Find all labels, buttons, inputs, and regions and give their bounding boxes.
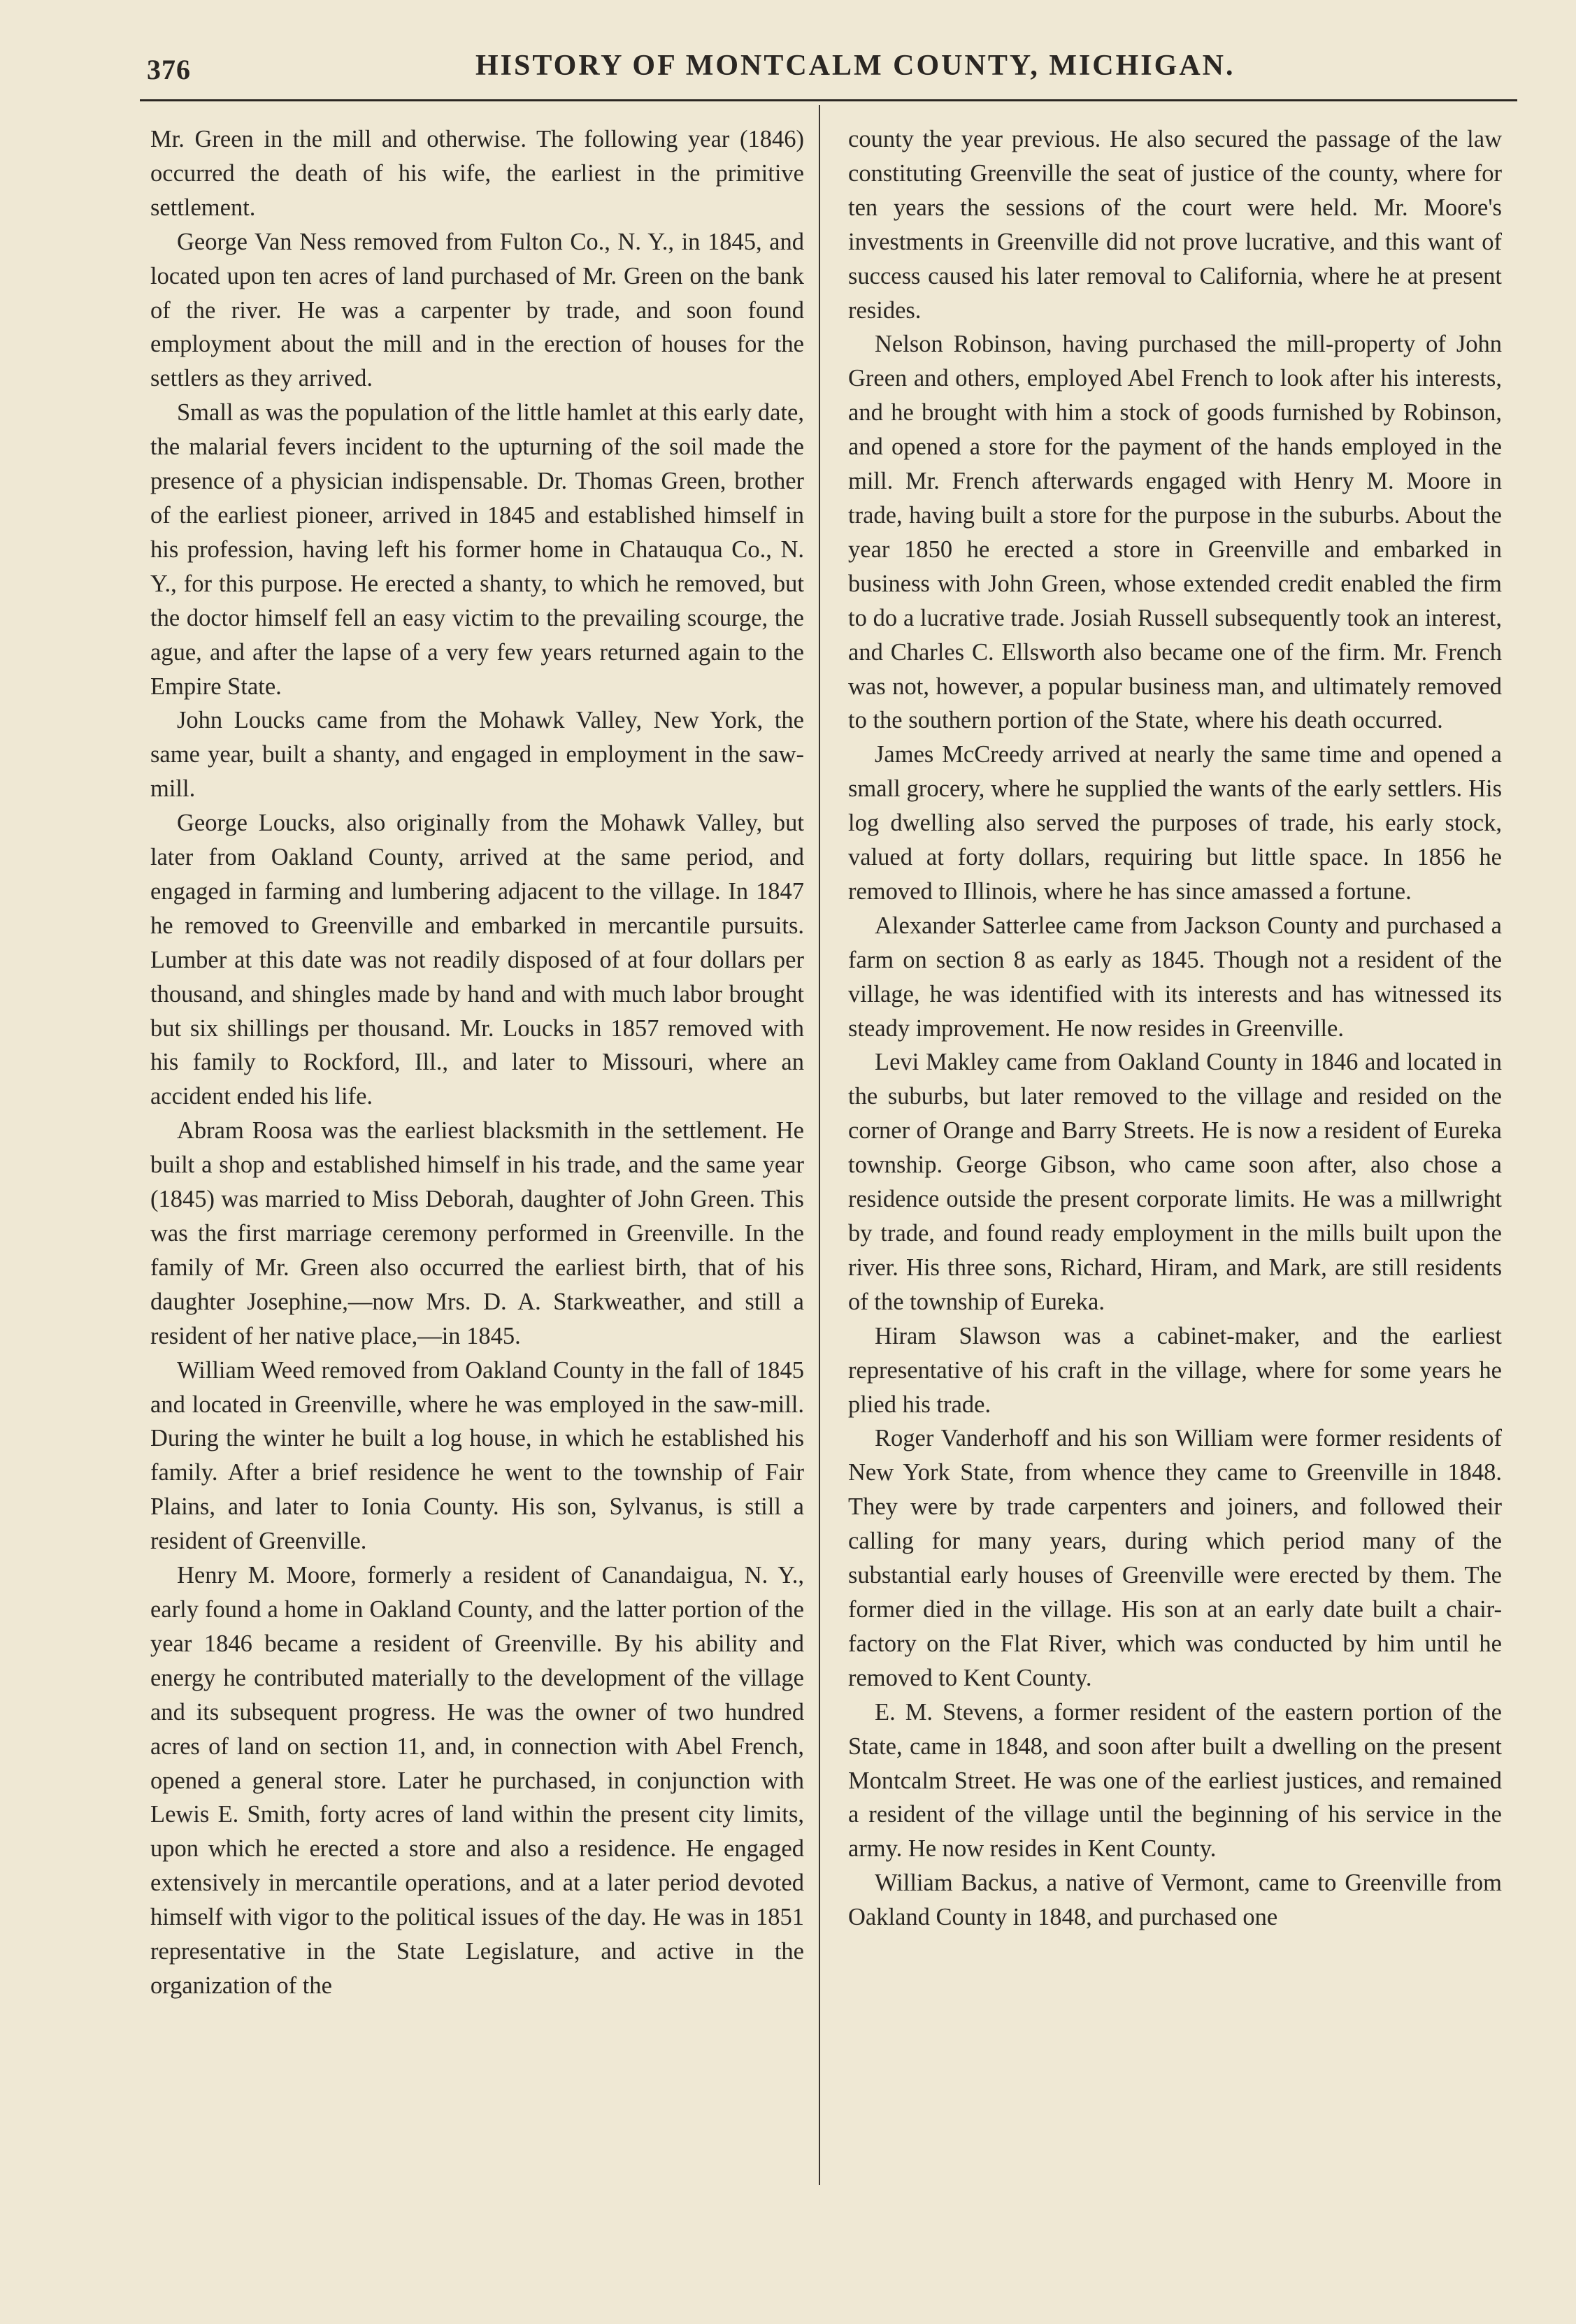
paragraph: John Loucks came from the Mohawk Valley, New York, the same year, built a shanty, and engaged in employment in the saw-mill. [150, 707, 804, 803]
header-rule [140, 99, 1517, 101]
paragraph: James McCreedy arrived at nearly the same time and opened a small grocery, where he supplied the wants of the early settlers. His log dwelling also served the purposes of trade, his early stock, valued at forty dollars, requiring but little space. In 1856 he removed to Illinois, where he has since amassed a fortune. [848, 741, 1502, 905]
running-title: HISTORY OF MONTCALM COUNTY, MICHIGAN. [475, 50, 1235, 82]
paragraph: George Loucks, also originally from the Mohawk Valley, but later from Oakland County, arrived at the same period, and engaged in farming and lumbering adjacent to the village. In 1847 he removed to Greenville and embarked in mercantile pursuits. Lumber at this date was not readily disposed of at four dollars per thousand, and shingles made by hand and with much labor brought but six shillings per thousand. Mr. Loucks in 1857 removed with his family to Rockford, Ill., and later to Missouri, where an accident ended his life. [150, 810, 804, 1110]
paragraph: Abram Roosa was the earliest blacksmith in the settlement. He built a shop and established himself in his trade, and the same year (1845) was married to Miss Deborah, daughter of John Green. This was the first marriage ceremony performed in Greenville. In the family of Mr. Green also occurred the earliest birth, that of his daughter Josephine,—now Mrs. D. A. Starkweather, and still a resident of her native place,—in 1845. [150, 1117, 804, 1349]
paragraph: Alexander Satterlee came from Jackson County and purchased a farm on section 8 as early as 1845. Though not a resident of the village, he was identified with its interests and has witnessed its steady improvement. He now resides in Greenville. [848, 912, 1502, 1042]
paragraph: William Weed removed from Oakland County in the fall of 1845 and located in Greenville, where he was employed in the saw-mill. During the winter he built a log house, in which he established his family. After a brief residence he went to the township of Fair Plains, and later to Ionia County. His son, Sylvanus, is still a resident of Greenville. [150, 1356, 804, 1555]
paragraph: E. M. Stevens, a former resident of the eastern portion of the State, came in 1848, and soon after built a dwelling on the present Montcalm Street. He was one of the earliest justices, and remained a resident of the village until the beginning of his service in the army. He now resides in Kent County. [848, 1698, 1502, 1863]
paragraph: county the year previous. He also secured the passage of the law constituting Greenville the seat of justice of the county, where for ten years the sessions of the court were held. Mr. Moore's investments in Greenville did not prove lucrative, and this want of success caused his later removal to California, where he at present resides. [848, 126, 1502, 324]
paragraph: Nelson Robinson, having purchased the mill-property of John Green and others, employed Abel French to look after his interests, and he brought with him a stock of goods furnished by Robinson, and opened a store for the payment of the hands employed in the mill. Mr. French afterwards engaged with Henry M. Moore in trade, having built a store for the purpose in the suburbs. About the year 1850 he erected a store in Greenville and embarked in business with John Green, whose extended credit enabled the firm to do a lucrative trade. Josiah Russell subsequently took an interest, and Charles C. Ellsworth also became one of the firm. Mr. French was not, however, a popular business man, and ultimately removed to the southern portion of the State, where his death occurred. [848, 331, 1502, 734]
paragraph: Hiram Slawson was a cabinet-maker, and the earliest representative of his craft in the village, where for some years he plied his trade. [848, 1322, 1502, 1418]
page-number: 376 [147, 54, 191, 85]
right-column [848, 122, 1502, 1935]
paragraph: Small as was the population of the little hamlet at this early date, the malarial fevers incident to the upturning of the soil made the presence of a physician indispensable. Dr. Thomas Green, brother of the earliest pioneer, arrived in 1845 and established himself in his profession, having left his former home in Chatauqua Co., N. Y., for this purpose. He erected a shanty, to which he removed, but the doctor himself fell an easy victim to the prevailing scourge, the ague, and after the lapse of a very few years returned again to the Empire State. [150, 399, 804, 700]
paragraph: Henry M. Moore, formerly a resident of Canandaigua, N. Y., early found a home in Oakland County, and the latter portion of the year 1846 became a resident of Greenville. By his ability and energy he contributed materially to the development of the village and its subsequent progress. He was the owner of two hundred acres of land on section 11, and, in connection with Abel French, opened a general store. Later he purchased, in conjunction with Lewis E. Smith, forty acres of land within the present city limits, upon which he erected a store and also a residence. He engaged extensively in mercantile operations, and at a later period devoted himself with vigor to the political issues of the day. He was in 1851 representative in the State Legislature, and active in the organization of the [150, 1562, 804, 1999]
paragraph: Levi Makley came from Oakland County in 1846 and located in the suburbs, but later removed to the village and resided on the corner of Orange and Barry Streets. He is now a resident of Eureka township. George Gibson, who came soon after, also chose a residence outside the present corporate limits. He was a millwright by trade, and found ready employment in the mills built upon the river. His three sons, Richard, Hiram, and Mark, are still residents of the township of Eureka. [848, 1049, 1502, 1315]
paragraph: William Backus, a native of Vermont, came to Greenville from Oakland County in 1848, and purchased one [848, 1870, 1502, 1931]
paragraph: Roger Vanderhoff and his son William were former residents of New York State, from whence they came to Greenville in 1848. They were by trade carpenters and joiners, and followed their calling for many years, during which period many of the substantial early houses of Greenville were erected by them. The former died in the village. His son at an early date built a chair-factory on the Flat River, which was conducted by him until he removed to Kent County. [848, 1425, 1502, 1691]
paragraph: Mr. Green in the mill and otherwise. The following year (1846) occurred the death of his wife, the earliest in the primitive settlement. [150, 126, 804, 221]
left-column [150, 122, 804, 2003]
paragraph: George Van Ness removed from Fulton Co., N. Y., in 1845, and located upon ten acres of land purchased of Mr. Green on the bank of the river. He was a carpenter by trade, and soon found employment about the mill and in the erection of houses for the settlers as they arrived. [150, 228, 804, 392]
column-divider [819, 105, 820, 2185]
